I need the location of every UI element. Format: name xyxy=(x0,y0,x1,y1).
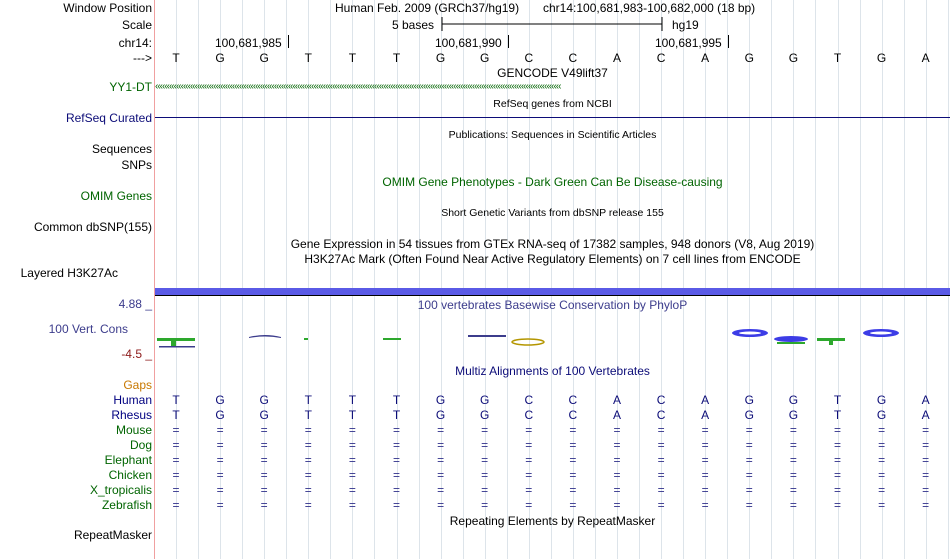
track-label-sequences[interactable]: Sequences xyxy=(91,142,152,156)
alignment-base: = xyxy=(657,498,665,512)
alignment-base: G xyxy=(435,393,446,407)
alignment-base: = xyxy=(216,468,224,482)
alignment-base: = xyxy=(172,438,180,452)
alignment-base: A xyxy=(612,393,621,407)
alignment-base: = xyxy=(172,423,180,437)
alignment-base: G xyxy=(215,393,225,407)
track-labels xyxy=(0,0,154,559)
alignment-base: = xyxy=(216,483,224,497)
alignment-base: = xyxy=(922,483,930,497)
phylop-base-7 xyxy=(468,335,506,337)
scale-label: Scale xyxy=(121,18,152,32)
alignment-base: = xyxy=(878,438,886,452)
alignment-base: T xyxy=(348,408,357,422)
alignment-base: = xyxy=(348,498,356,512)
alignment-base: = xyxy=(613,423,621,437)
alignment-base: T xyxy=(304,408,312,422)
h3k27ac-signal[interactable] xyxy=(155,288,950,295)
alignment-base: = xyxy=(701,438,709,452)
alignment-base: G xyxy=(259,393,269,407)
phylop-base-1 xyxy=(157,338,195,348)
alignment-base: = xyxy=(216,438,224,452)
alignment-base: G xyxy=(876,393,887,407)
alignment-base: = xyxy=(569,438,577,452)
alignment-base: = xyxy=(525,453,533,467)
strand-label: ---> xyxy=(133,51,152,65)
alignment-base: = xyxy=(481,423,489,437)
alignment-base: = xyxy=(922,423,930,437)
alignment-base: A xyxy=(921,393,930,407)
alignment-base: = xyxy=(833,468,841,482)
alignment-base: = xyxy=(789,483,797,497)
track-label-yy1-dt[interactable]: YY1-DT xyxy=(109,80,152,94)
phylop-base-15 xyxy=(817,338,845,345)
alignment-base: = xyxy=(657,438,665,452)
alignment-base: = xyxy=(569,498,577,512)
alignment-base: T xyxy=(392,393,401,407)
sequence-base: T xyxy=(833,51,842,65)
alignment-base: T xyxy=(833,393,842,407)
alignment-base: = xyxy=(392,483,400,497)
alignment-base: A xyxy=(921,408,930,422)
coord-tick-3 xyxy=(728,35,729,48)
alignment-base: = xyxy=(348,438,356,452)
sequence-base: T xyxy=(392,51,401,65)
sequence-base: G xyxy=(480,51,490,65)
phylop-base-4 xyxy=(304,338,308,340)
alignment-base: = xyxy=(789,453,797,467)
track-label-phylop[interactable]: 100 Vert. Cons xyxy=(48,322,128,336)
alignment-base: = xyxy=(613,438,621,452)
h3k27ac-baseline xyxy=(155,295,950,296)
sequence-base: T xyxy=(348,51,357,65)
alignment-base: = xyxy=(172,498,180,512)
sequence-base: G xyxy=(435,51,446,65)
alignment-base: G xyxy=(744,408,754,422)
alignment-base: A xyxy=(701,393,710,407)
publications-title: Publications: Sequences in Scientific Articles xyxy=(448,129,657,141)
sequence-base: G xyxy=(876,51,887,65)
sequence-base: G xyxy=(215,51,225,65)
alignment-base: = xyxy=(392,423,400,437)
alignment-base: G xyxy=(788,393,799,407)
alignment-base: = xyxy=(525,423,533,437)
refseq-gene-line[interactable] xyxy=(155,117,950,118)
alignment-base: C xyxy=(524,393,534,407)
alignment-base: = xyxy=(437,438,445,452)
species-label-dog: Dog xyxy=(129,438,152,452)
alignment-base: = xyxy=(172,468,180,482)
sequence-base: A xyxy=(921,51,930,65)
alignment-base: = xyxy=(701,453,709,467)
alignment-base: = xyxy=(260,498,268,512)
alignment-base: = xyxy=(745,498,753,512)
alignment-base: A xyxy=(701,408,710,422)
alignment-base: T xyxy=(172,393,180,407)
gtex-title: Gene Expression in 54 tissues from GTEx RNA-seq of 17382 samples, 948 donors (V8, Aug 2019) xyxy=(290,237,815,251)
alignment-base: = xyxy=(789,438,797,452)
alignment-base: T xyxy=(833,408,842,422)
alignment-base: = xyxy=(833,498,841,512)
alignment-base: = xyxy=(304,498,312,512)
alignment-base: = xyxy=(304,468,312,482)
species-label-chicken: Chicken xyxy=(108,468,152,482)
alignment-base: = xyxy=(833,438,841,452)
alignment-base: = xyxy=(878,453,886,467)
phylop-base-8 xyxy=(512,339,544,345)
alignment-base: = xyxy=(833,483,841,497)
alignment-base: = xyxy=(878,498,886,512)
track-label-omim[interactable]: OMIM Genes xyxy=(80,189,152,203)
alignment-base: = xyxy=(922,468,930,482)
alignment-base: = xyxy=(745,438,753,452)
alignment-base: = xyxy=(878,468,886,482)
phylop-base-13 xyxy=(732,329,768,337)
alignment-base: = xyxy=(657,453,665,467)
alignment-base: = xyxy=(437,453,445,467)
alignment-base: = xyxy=(348,468,356,482)
h3k27ac-title: H3K27Ac Mark (Often Found Near Active Regulatory Elements) on 7 cell lines from ENCODE xyxy=(304,252,801,266)
alignment-base: = xyxy=(745,468,753,482)
alignment-base: T xyxy=(172,408,180,422)
alignment-base: = xyxy=(569,423,577,437)
sequence-base: G xyxy=(788,51,799,65)
alignment-base: = xyxy=(481,498,489,512)
window-position-label: Window Position xyxy=(63,1,152,15)
phylop-base-3 xyxy=(249,335,281,338)
alignment-base: = xyxy=(922,438,930,452)
alignment-base: = xyxy=(525,498,533,512)
gencode-title: GENCODE V49lift37 xyxy=(497,66,608,80)
alignment-base: = xyxy=(657,423,665,437)
alignment-base: = xyxy=(657,468,665,482)
alignment-base: = xyxy=(260,483,268,497)
sequence-base: A xyxy=(612,51,621,65)
alignment-base: = xyxy=(216,423,224,437)
refseq-title: RefSeq genes from NCBI xyxy=(493,98,612,110)
alignment-base: = xyxy=(922,453,930,467)
alignment-base: T xyxy=(392,408,401,422)
alignment-base: = xyxy=(304,438,312,452)
alignment-base: G xyxy=(876,408,887,422)
coord-label-2: 100,681,990 xyxy=(435,36,502,50)
sequence-base: T xyxy=(172,51,180,65)
omim-title: OMIM Gene Phenotypes - Dark Green Can Be Disease-causing xyxy=(382,175,723,189)
alignment-base: = xyxy=(789,498,797,512)
alignment-base: = xyxy=(392,468,400,482)
phylop-base-14 xyxy=(774,336,808,344)
alignment-base: = xyxy=(613,498,621,512)
phylop-min-label: -4.5 _ xyxy=(121,347,152,361)
species-label-mouse: Mouse xyxy=(115,423,152,437)
alignment-base: = xyxy=(260,438,268,452)
alignment-base: C xyxy=(568,393,578,407)
scale-bar xyxy=(440,16,665,32)
alignment-base: = xyxy=(878,423,886,437)
track-data-area[interactable] xyxy=(155,0,950,559)
alignment-base: C xyxy=(524,408,534,422)
alignment-base: = xyxy=(481,468,489,482)
alignment-base: = xyxy=(304,483,312,497)
alignment-base: = xyxy=(260,453,268,467)
alignment-base: = xyxy=(878,483,886,497)
alignment-base: G xyxy=(480,393,490,407)
alignment-base: = xyxy=(172,453,180,467)
yy1-dt-gene-feature[interactable]: ‹‹‹‹‹‹‹‹‹‹‹‹‹‹‹‹‹‹‹‹‹‹‹‹‹‹‹‹‹‹‹‹‹‹‹‹‹‹‹‹‹‹‹‹‹‹‹‹‹‹‹‹‹‹‹‹‹‹‹‹‹‹‹‹‹‹‹‹‹‹‹‹‹‹‹‹‹‹‹‹‹‹‹‹‹‹‹‹‹‹‹‹‹‹‹‹‹‹‹‹‹‹‹‹‹‹‹‹‹‹‹‹‹‹‹‹‹‹‹‹‹‹‹‹‹‹‹‹‹‹‹‹‹‹‹‹‹‹‹‹‹‹‹‹‹‹‹‹‹‹‹‹‹‹‹‹‹‹‹‹‹‹‹‹‹‹‹‹‹‹‹‹‹‹ xyxy=(155,81,561,92)
dbsnp-title: Short Genetic Variants from dbSNP release 155 xyxy=(441,207,664,219)
multiz-title: Multiz Alignments of 100 Vertebrates xyxy=(455,364,650,378)
track-label-dbsnp[interactable]: Common dbSNP(155) xyxy=(33,220,152,234)
species-label-rhesus: Rhesus xyxy=(111,408,152,422)
sequence-base: G xyxy=(744,51,754,65)
alignment-base: G xyxy=(435,408,446,422)
alignment-base: = xyxy=(569,453,577,467)
phylop-max-label: 4.88 _ xyxy=(118,297,152,311)
track-label-h3k27ac[interactable]: Layered H3K27Ac xyxy=(20,266,118,280)
alignment-base: = xyxy=(525,438,533,452)
alignment-base: = xyxy=(569,483,577,497)
alignment-base: = xyxy=(392,453,400,467)
alignment-base: = xyxy=(701,423,709,437)
alignment-base: T xyxy=(348,393,357,407)
sequence-base: C xyxy=(524,51,534,65)
track-label-refseq[interactable]: RefSeq Curated xyxy=(65,111,152,125)
track-label-gaps[interactable]: Gaps xyxy=(123,378,152,392)
repeatmasker-title: Repeating Elements by RepeatMasker xyxy=(449,514,656,528)
coord-label-3: 100,681,995 xyxy=(655,36,722,50)
alignment-base: = xyxy=(304,423,312,437)
alignment-base: = xyxy=(260,468,268,482)
alignment-base: = xyxy=(348,483,356,497)
chrom-label: chr14: xyxy=(118,36,152,50)
sequence-base: A xyxy=(701,51,710,65)
alignment-base: = xyxy=(437,468,445,482)
alignment-base: G xyxy=(480,408,490,422)
alignment-base: = xyxy=(437,498,445,512)
alignment-base: = xyxy=(348,453,356,467)
alignment-base: = xyxy=(745,453,753,467)
alignment-base: = xyxy=(789,423,797,437)
alignment-base: = xyxy=(922,498,930,512)
alignment-base: = xyxy=(216,453,224,467)
alignment-base: = xyxy=(745,483,753,497)
scale-db: hg19 xyxy=(672,18,699,32)
alignment-base: = xyxy=(481,453,489,467)
alignment-base: = xyxy=(657,483,665,497)
alignment-base: = xyxy=(701,483,709,497)
alignment-base: A xyxy=(612,408,621,422)
alignment-base: = xyxy=(481,483,489,497)
phylop-title: 100 vertebrates Basewise Conservation by PhyloP xyxy=(417,298,688,312)
track-label-snps[interactable]: SNPs xyxy=(121,158,152,172)
alignment-base: C xyxy=(656,408,666,422)
alignment-base: = xyxy=(172,483,180,497)
alignment-base: = xyxy=(613,453,621,467)
alignment-base: = xyxy=(392,498,400,512)
alignment-base: = xyxy=(833,423,841,437)
track-label-repeatmasker[interactable]: RepeatMasker xyxy=(73,528,152,542)
coord-label-1: 100,681,985 xyxy=(215,36,282,50)
sequence-base: C xyxy=(656,51,666,65)
alignment-base: = xyxy=(701,468,709,482)
alignment-base: = xyxy=(833,453,841,467)
species-label-human: Human xyxy=(113,393,152,407)
phylop-base-16 xyxy=(863,329,899,337)
alignment-base: G xyxy=(788,408,799,422)
alignment-base: T xyxy=(304,393,312,407)
sequence-base: C xyxy=(568,51,578,65)
alignment-base: = xyxy=(569,468,577,482)
phylop-logo[interactable] xyxy=(155,320,950,356)
alignment-base: = xyxy=(701,498,709,512)
alignment-base: = xyxy=(304,453,312,467)
alignment-base: = xyxy=(525,483,533,497)
species-label-zebrafish: Zebrafish xyxy=(101,498,152,512)
alignment-base: = xyxy=(613,483,621,497)
coord-tick-1 xyxy=(288,35,289,48)
alignment-base: G xyxy=(215,408,225,422)
alignment-base: = xyxy=(437,423,445,437)
species-label-elephant: Elephant xyxy=(104,453,152,467)
sequence-base: T xyxy=(304,51,312,65)
alignment-base: = xyxy=(348,423,356,437)
alignment-base: = xyxy=(481,438,489,452)
alignment-base: = xyxy=(392,438,400,452)
alignment-base: = xyxy=(260,423,268,437)
alignment-base: G xyxy=(259,408,269,422)
sequence-base: G xyxy=(259,51,269,65)
alignment-base: C xyxy=(656,393,666,407)
species-label-x_tropicalis: X_tropicalis xyxy=(89,483,152,497)
alignment-base: = xyxy=(745,423,753,437)
assembly-text: Human Feb. 2009 (GRCh37/hg19) xyxy=(335,1,520,15)
alignment-base: C xyxy=(568,408,578,422)
phylop-base-5 xyxy=(383,338,401,340)
alignment-base: G xyxy=(744,393,754,407)
position-text: chr14:100,681,983-100,682,000 (18 bp) xyxy=(543,1,756,15)
coord-tick-2 xyxy=(508,35,509,48)
scale-text: 5 bases xyxy=(392,18,435,32)
alignment-base: = xyxy=(437,483,445,497)
alignment-base: = xyxy=(613,468,621,482)
alignment-base: = xyxy=(525,468,533,482)
alignment-base: = xyxy=(789,468,797,482)
alignment-base: = xyxy=(216,498,224,512)
